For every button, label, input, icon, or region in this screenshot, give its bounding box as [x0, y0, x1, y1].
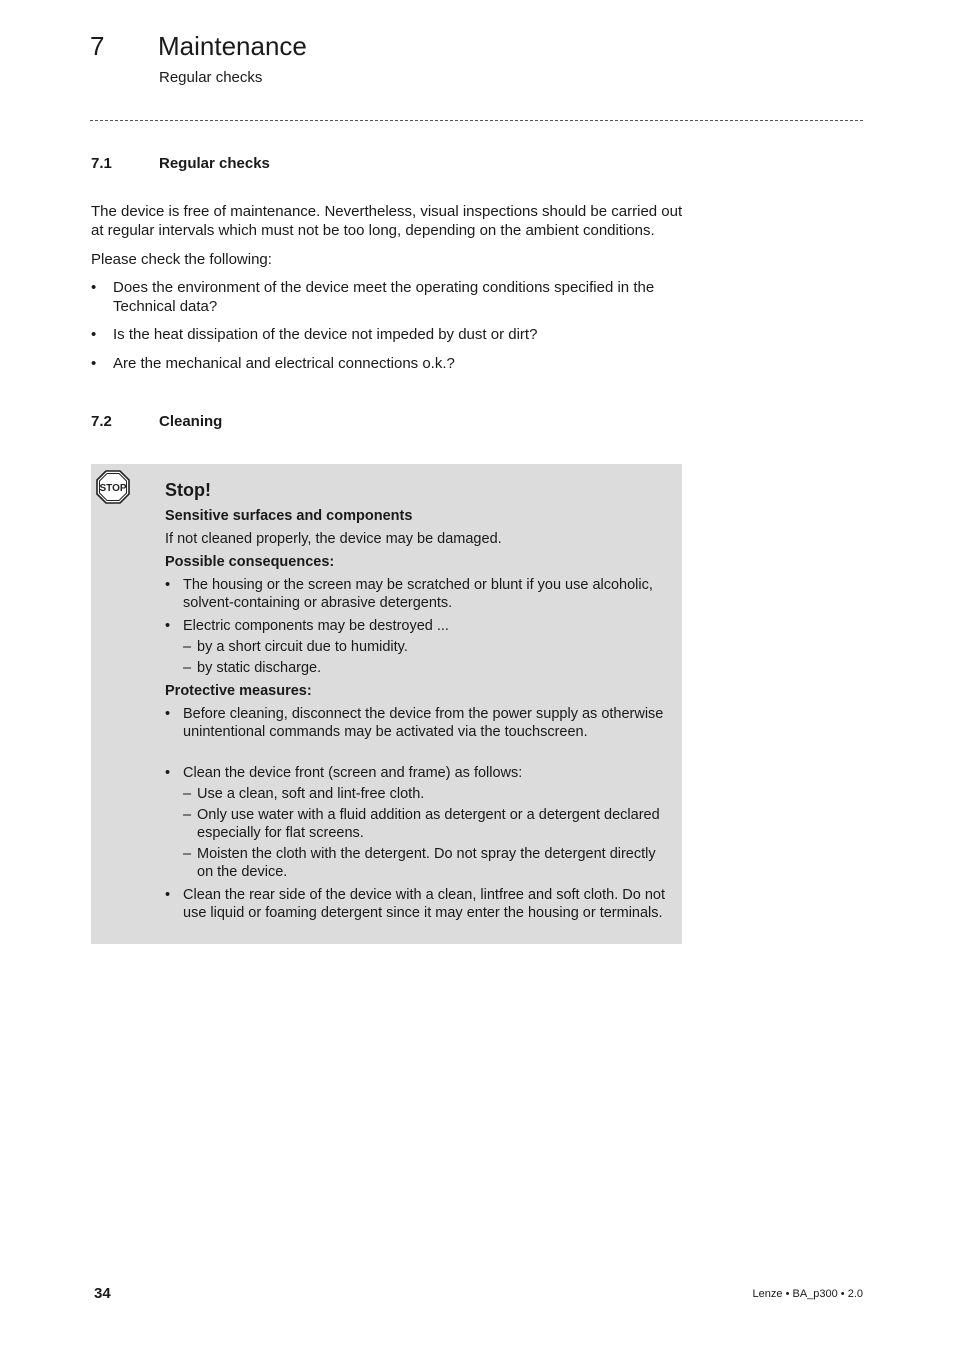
consequence-subitem: by a short circuit due to humidity.: [197, 639, 408, 655]
dash-marker: –: [183, 639, 192, 655]
section-title: Regular checks: [159, 155, 270, 172]
chapter-title: Maintenance: [158, 31, 307, 61]
bullet-marker: •: [91, 355, 97, 372]
dash-marker: –: [183, 807, 192, 823]
bullet-marker: •: [165, 577, 171, 593]
stop-heading: Stop!: [165, 480, 211, 500]
svg-text:STOP: STOP: [99, 483, 127, 494]
list-item: Are the mechanical and electrical connections o.k.?: [113, 355, 455, 372]
measure-subitem: Only use water with a fluid addition as detergent or a detergent declared especially for flat screens.: [197, 807, 660, 841]
measure-item: Before cleaning, disconnect the device from the power supply as otherwise unintentional commands may be activated via the touchscreen.: [183, 706, 664, 740]
bullet-marker: •: [165, 887, 171, 903]
list-item: Is the heat dissipation of the device not impeded by dust or dirt?: [113, 326, 538, 343]
section-title: Cleaning: [159, 413, 223, 430]
notice-statement: If not cleaned properly, the device may be damaged.: [165, 531, 502, 547]
consequence-item: Electric components may be destroyed ...: [183, 618, 449, 634]
chapter-number: 7: [90, 31, 105, 61]
section-number: 7.1: [91, 155, 112, 172]
dash-marker: –: [183, 846, 192, 862]
consequence-subitem: by static discharge.: [197, 660, 322, 676]
dash-marker: –: [183, 786, 192, 802]
measures-label: Protective measures:: [165, 683, 312, 699]
running-subtitle: Regular checks: [159, 69, 263, 86]
header-divider: [90, 120, 863, 121]
bullet-marker: •: [165, 765, 171, 781]
bullet-marker: •: [91, 326, 97, 343]
measure-item: Clean the rear side of the device with a clean, lintfree and soft cloth. Do not use liquid or foaming detergent since it may enter the housing or terminals.: [183, 887, 665, 921]
check-lead-text: Please check the following:: [91, 251, 272, 268]
list-item: Does the environment of the device meet the operating conditions specified in the Technical data?: [113, 279, 655, 315]
notice-subject: Sensitive surfaces and components: [165, 508, 413, 524]
dash-marker: –: [183, 660, 192, 676]
section-number: 7.2: [91, 413, 112, 430]
consequence-item: The housing or the screen may be scratched or blunt if you use alcoholic, solvent-containing or abrasive detergents.: [183, 577, 653, 611]
footer-document-id: Lenze • BA_p300 • 2.0: [752, 1288, 863, 1300]
consequences-label: Possible consequences:: [165, 554, 335, 570]
page-number: 34: [94, 1285, 111, 1302]
stop-sign-icon: [96, 470, 130, 504]
measure-subitem: Use a clean, soft and lint-free cloth.: [197, 786, 425, 802]
measure-subitem: Moisten the cloth with the detergent. Do not spray the detergent directly on the device.: [197, 846, 656, 880]
bullet-marker: •: [91, 279, 97, 296]
bullet-marker: •: [165, 618, 171, 634]
intro-paragraph: The device is free of maintenance. Nevertheless, visual inspections should be carried out at regular intervals which must not be too long, depending on the ambient conditions.: [91, 203, 683, 239]
bullet-marker: •: [165, 706, 171, 722]
measure-item: Clean the device front (screen and frame) as follows:: [183, 765, 523, 781]
